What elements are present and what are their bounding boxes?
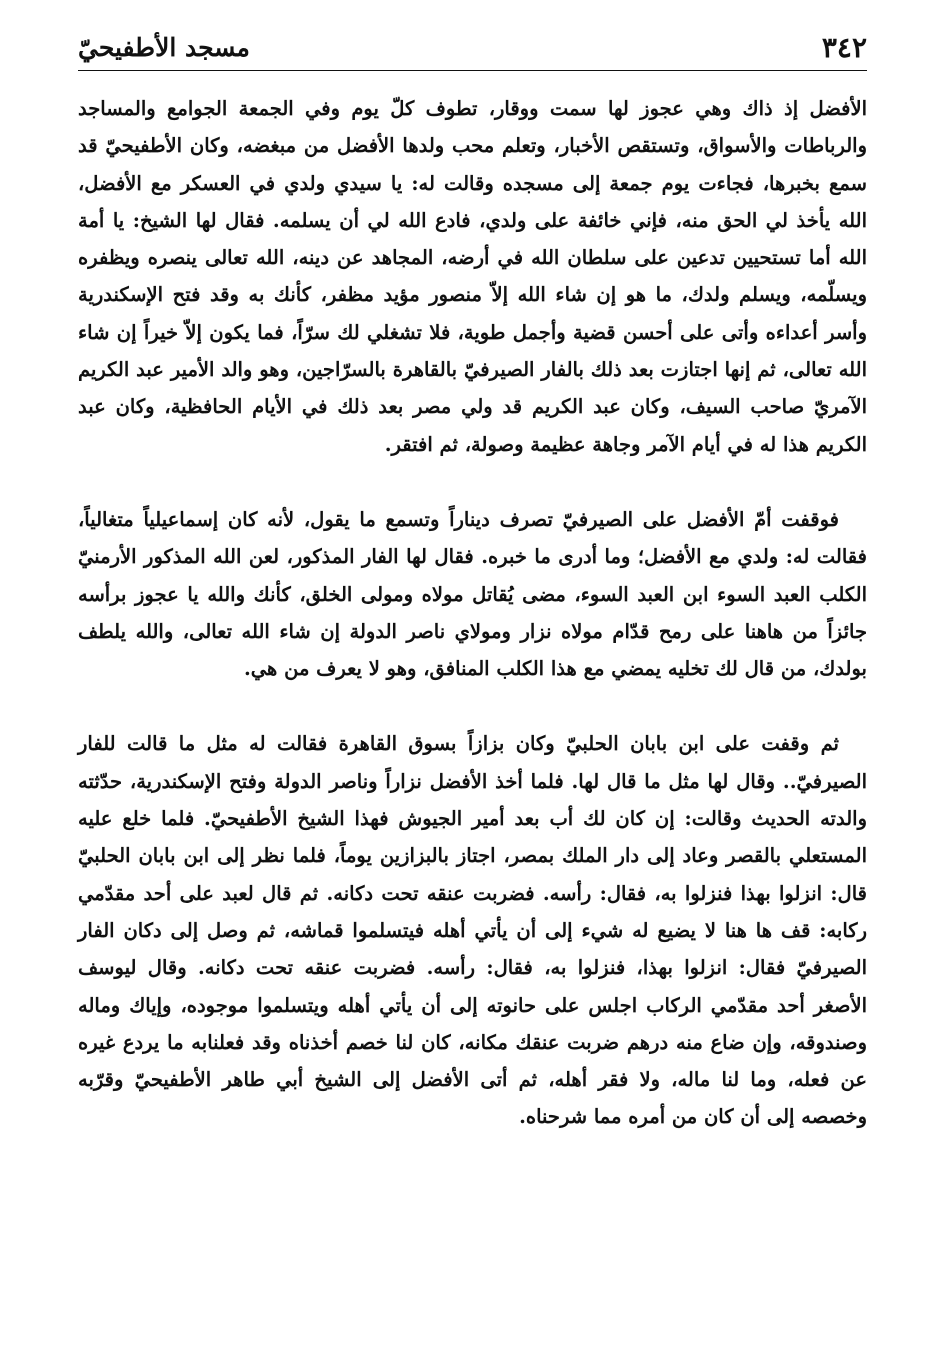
- body-text: [78, 90, 867, 1174]
- header-rule: [78, 70, 867, 71]
- page-number: ٣٤٢: [821, 31, 867, 64]
- running-title: مسجد الأطفيحيّ: [78, 33, 250, 62]
- paragraph: الأفضل إذ ذاك وهي عجوز لها سمت ووقار، تطوف كلّ يوم وفي الجمعة الجوامع والمساجد والرباطات والأسواق، وتستقص الأخبار، وتعلم محب ولدها الأفضل من مبغضه، وكان الأطفيحيّ قد سمع بخبرها، فجاءت يوم جمعة إلى مسجده وقالت له: يا سيدي ولدي في العسكر مع الأفضل، الله يأخذ لي الحق منه، فإني خائفة على ولدي، فادع الله لي أن يسلمه. فقال لها الشيخ: يا أمة الله أما تستحيين تدعين على سلطان الله في أرضه، المجاهد عن دينه، الله تعالى ينصره ويظفره ويسلّمه، ويسلم ولدك، ما هو إن شاء الله إلاّ منصور مؤيد مظفر، كأنك به وقد فتح الإسكندرية وأسر أعداءه وأتى على أحسن قضية وأجمل طوية، فلا تشغلي لك سرّاً، فما يكون إلاّ خيراً إن شاء الله تعالى، ثم إنها اجتازت بعد ذلك بالفار الصيرفيّ بالقاهرة بالسرّاجين، وهو والد الأمير عبد الكريم الآمريّ صاحب السيف، وكان عبد الكريم قد ولي مصر بعد ذلك في الأيام الحافظية، وكان عبد الكريم هذا له في أيام الآمر وجاهة عظيمة وصولة، ثم افتقر.: [78, 97, 867, 456]
- paragraph: فوقفت أمّ الأفضل على الصيرفيّ تصرف ديناراً وتسمع ما يقول، لأنه كان إسماعيلياً متغالياً، فقالت له: ولدي مع الأفضل؛ وما أدرى ما خبره. فقال لها الفار المذكور، لعن الله المذكور الأرمنيّ الكلب العبد السوء ابن العبد السوء، مضى يُقاتل مولاه ومولى الخلق، كأنك والله يا عجوز برأسه جائزاً من هاهنا على رمح قدّام مولاه نزار ومولاي ناصر الدولة إن شاء الله تعالى، والله يلطف بولدك، من قال لك تخليه يمضي مع هذا الكلب المنافق، وهو لا يعرف من هي.: [78, 507, 867, 681]
- page-header: [78, 30, 867, 70]
- paragraph: ثم وقفت على ابن بابان الحلبيّ وكان بزازاً بسوق القاهرة فقالت له مثل ما قالت للفار الصيرفيّ.. وقال لها مثل ما قال لها. فلما أخذ الأفضل نزاراً وناصر الدولة وفتح الإسكندرية، حدّثته والدته الحديث وقالت: إن كان لك أب بعد أمير الجيوش فهذا الشيخ الأطفيحيّ. فلما خلع عليه المستعلي بالقصر وعاد إلى دار الملك بمصر، اجتاز بالبزازين يوماً، فلما نظر إلى ابن بابان الحلبيّ قال: انزلوا بهذا فنزلوا به، فقال: رأسه. فضربت عنقه تحت دكانه. ثم قال لعبد على أحد مقدّمي ركابه: قف ها هنا لا يضيع له شيء إلى أن يأتي أهله فيتسلموا قماشه، ثم وصل إلى دكان الفار الصيرفيّ فقال: انزلوا بهذا، فنزلوا به، فقال: رأسه. فضربت عنقه تحت دكانه. وقال ليوسف الأصغر أحد مقدّمي الركاب اجلس على حانوته إلى أن يأتي أهله ويتسلموا موجوده، وإياك وماله وصندوقه، وإن ضاع منه درهم ضربت عنقك مكانه، كان لنا خصم أخذناه وقد فعلنابه ما يردع غيره عن فعله، وما لنا ماله، ولا فقر أهله، ثم أتى الأفضل إلى الشيخ أبي طاهر الأطفيحيّ وقرّبه وخصصه إلى أن كان من أمره مما شرحناه.: [78, 732, 867, 1129]
